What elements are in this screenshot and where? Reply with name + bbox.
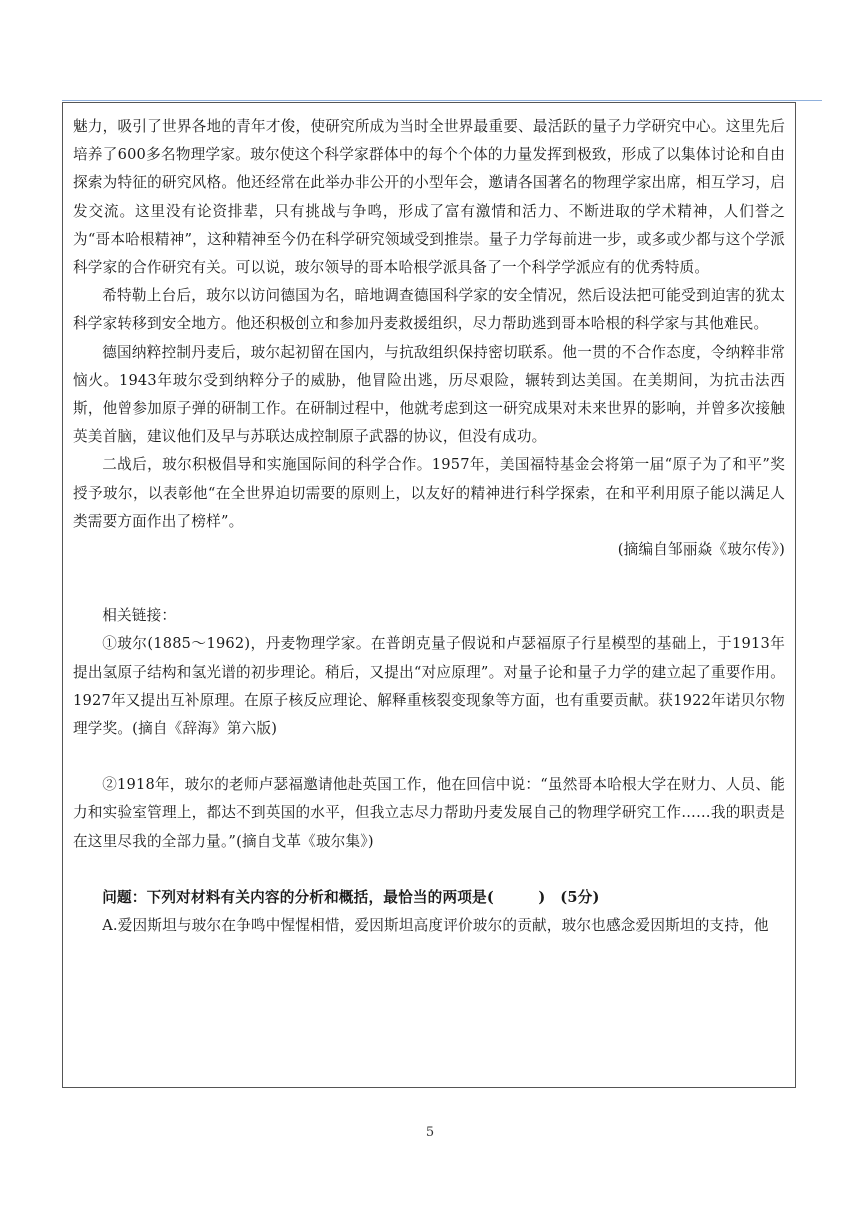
paragraph-4: 二战后，玻尔积极倡导和实施国际间的科学合作。1957年，美国福特基金会将第一届“原子为了和平”奖授予玻尔，以表彰他“在全世界迫切需要的原则上，以友好的精神进行科学探索，在和平利用原子能以满足人类需要方面作出了榜样”。 bbox=[73, 456, 785, 530]
paragraph-1: 魅力，吸引了世界各地的青年才俊，使研究所成为当时全世界最重要、最活跃的量子力学研究中心。这里先后培养了600多名物理学家。玻尔使这个科学家群体中的每个个体的力量发挥到极致，形成了以集体讨论和自由探索为特征的研究风格。他还经常在此举办非公开的小型年会，邀请各国著名的物理学家出席，相互学习，启发交流。这里没有论资排辈，只有挑战与争鸣，形成了富有激情和活力、不断进取的学术精神，人们誉之为“哥本哈根精神”，这种精神至今仍在科学研究领域受到推崇。量子力学每前进一步，或多或少都与这个学派科学家的合作研究有关。可以说，玻尔领导的哥本哈根学派具备了一个科学学派应有的优秀特质。 bbox=[73, 118, 785, 277]
header-rule bbox=[62, 100, 822, 101]
spacer bbox=[73, 564, 785, 602]
related-link-2: ②1918年，玻尔的老师卢瑟福邀请他赴英国工作，他在回信中说：“虽然哥本哈根大学在财力、人员、能力和实验室管理上，都达不到英国的水平，但我立志尽力帮助丹麦发展自己的物理学研究工作……我的职责是在这里尽我的全部力量。”(摘自戈革《玻尔集》) bbox=[73, 776, 785, 850]
paragraph-2: 希特勒上台后，玻尔以访问德国为名，暗地调查德国科学家的安全情况，然后设法把可能受到迫害的犹太科学家转移到安全地方。他还积极创立和参加丹麦救援组织，尽力帮助逃到哥本哈根的科学家与其他难民。 bbox=[73, 287, 785, 333]
question-stem: 问题：下列对材料有关内容的分析和概括，最恰当的两项是( ) (5分) bbox=[102, 888, 600, 906]
content-frame bbox=[62, 102, 796, 1088]
paragraph-3: 德国纳粹控制丹麦后，玻尔起初留在国内，与抗敌组织保持密切联系。他一贯的不合作态度，令纳粹非常恼火。1943年玻尔受到纳粹分子的威胁，他冒险出逃，历尽艰险，辗转到达美国。在美期间，为抗击法西斯，他曾参加原子弹的研制工作。在研制过程中，他就考虑到这一研究成果对未来世界的影响，并曾多次接触英美首脑，建议他们及早与苏联达成控制原子武器的协议，但没有成功。 bbox=[73, 343, 785, 446]
option-a: A.爱因斯坦与玻尔在争鸣中惺惺相惜，爱因斯坦高度评价玻尔的贡献，玻尔也感念爱因斯坦的支持，他 bbox=[102, 917, 769, 935]
spacer bbox=[73, 856, 785, 884]
related-link-1: ①玻尔(1885～1962)，丹麦物理学家。在普朗克量子假说和卢瑟福原子行星模型的基础上，于1913年提出氢原子结构和氢光谱的初步理论。稍后，又提出“对应原理”。对量子论和量子力学的建立起了重要作用。1927年又提出互补原理。在原子核反应理论、解释重核裂变现象等方面，也有重要贡献。获1922年诺贝尔物理学奖。(摘自《辞海》第六版) bbox=[73, 635, 786, 738]
spacer bbox=[73, 743, 785, 771]
page-number: 5 bbox=[425, 1125, 435, 1140]
source-citation: (摘编自邹丽焱《玻尔传》) bbox=[617, 541, 785, 559]
related-links-heading: 相关链接： bbox=[102, 607, 177, 625]
